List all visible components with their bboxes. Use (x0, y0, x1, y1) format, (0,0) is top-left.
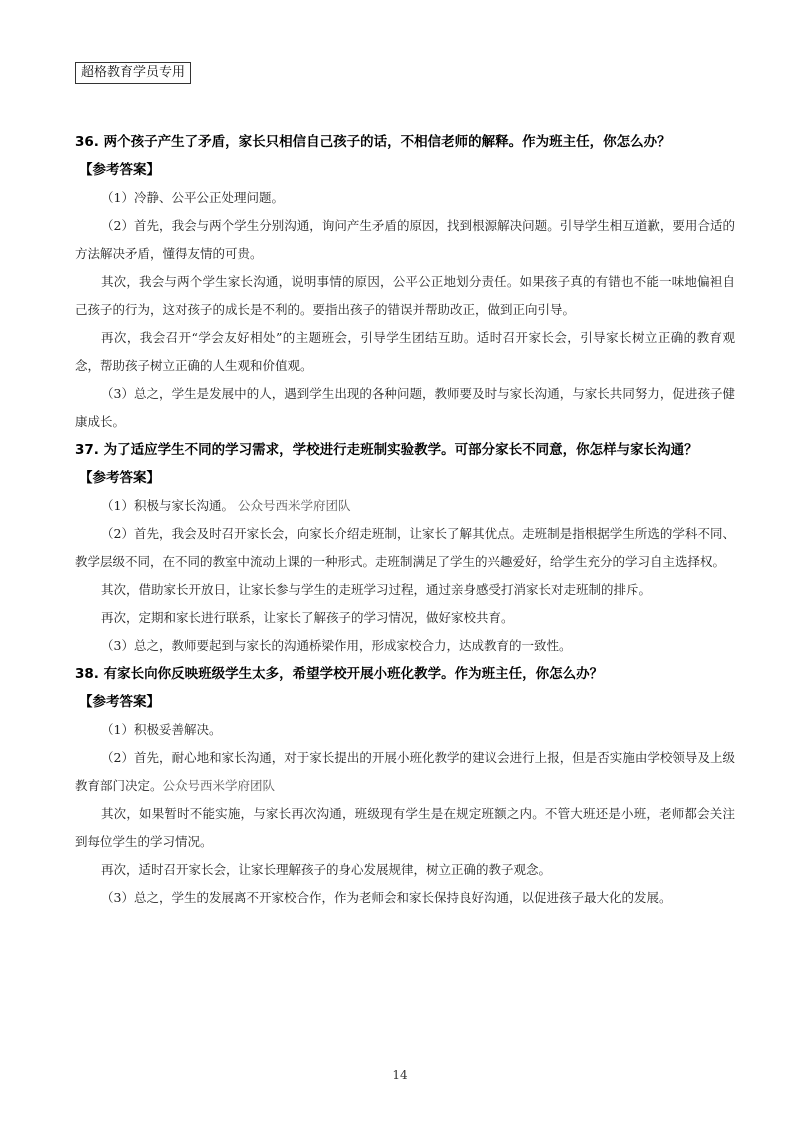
question-heading: 36. 两个孩子产生了矛盾，家长只相信自己孩子的话，不相信老师的解释。作为班主任，你怎么办？ (75, 134, 671, 150)
question-heading: 37. 为了适应学生不同的学习需求，学校进行走班制实验教学。可部分家长不同意，你怎样与家长沟通？ (75, 442, 698, 458)
answer-text: （2）首先，耐心地和家长沟通，对于家长提出的开展小班化教学的建议会进行上报，但是否实施由学校领导及上级教育部门决定。 (75, 750, 735, 793)
question-section-37 (75, 436, 735, 660)
answer-paragraph: 其次，借助家长开放日，让家长参与学生的走班学习过程，通过亲身感受打消家长对走班制的排斥。 (101, 582, 652, 597)
answer-text: （1）积极与家长沟通。 (101, 498, 234, 513)
answer-paragraph: 再次，我会召开“学会友好相处”的主题班会，引导学生团结互助。适时召开家长会，引导家长树立正确的教育观念，帮助孩子树立正确的人生观和价值观。 (75, 330, 735, 373)
question-section-38 (75, 660, 735, 912)
watermark-text: 公众号西米学府团队 (237, 498, 351, 513)
answer-paragraph: （2）首先，我会及时召开家长会，向家长介绍走班制，让家长了解其优点。走班制是指根据学生所选的学科不同、教学层级不同，在不同的教室中流动上课的一种形式。走班制满足了学生的兴趣爱好，给学生充分的学习自主选择权。 (75, 526, 735, 569)
answer-paragraph: （3）总之，教师要起到与家长的沟通桥梁作用，形成家校合力，达成教育的一致性。 (101, 638, 572, 653)
page-number: 14 (392, 1068, 408, 1082)
document-body (75, 128, 735, 912)
answer-paragraph (75, 492, 735, 520)
question-heading: 38. 有家长向你反映班级学生太多，希望学校开展小班化教学。作为班主任，你怎么办？ (75, 666, 604, 682)
question-section-36 (75, 128, 735, 436)
answer-paragraph: 再次，适时召开家长会，让家长理解孩子的身心发展规律，树立正确的教子观念。 (101, 862, 552, 877)
answer-paragraph: 再次，定期和家长进行联系，让家长了解孩子的学习情况，做好家校共育。 (101, 610, 514, 625)
answer-label: 【参考答案】 (79, 694, 160, 710)
answer-paragraph: （3）总之，学生的发展离不开家校合作，作为老师会和家长保持良好沟通，以促进孩子最大化的发展。 (101, 890, 672, 905)
answer-label: 【参考答案】 (79, 470, 160, 486)
header-label-box: 超格教育学员专用 (75, 62, 191, 84)
watermark-text: 公众号西米学府团队 (162, 778, 276, 793)
answer-label: 【参考答案】 (79, 162, 160, 178)
answer-paragraph: （3）总之，学生是发展中的人，遇到学生出现的各种问题，教师要及时与家长沟通，与家长共同努力，促进孩子健康成长。 (75, 386, 735, 429)
answer-paragraph: （1）积极妥善解决。 (101, 722, 222, 737)
answer-paragraph: （1）冷静、公平公正处理问题。 (101, 190, 284, 205)
answer-paragraph: （2）首先，我会与两个学生分别沟通，询问产生矛盾的原因，找到根源解决问题。引导学生相互道歉，要用合适的方法解决矛盾，懂得友情的可贵。 (75, 218, 735, 261)
answer-paragraph: 其次，如果暂时不能实施，与家长再次沟通，班级现有学生是在规定班额之内。不管大班还是小班，老师都会关注到每位学生的学习情况。 (75, 806, 735, 849)
answer-paragraph: 其次，我会与两个学生家长沟通，说明事情的原因，公平公正地划分责任。如果孩子真的有错也不能一味地偏袒自己孩子的行为，这对孩子的成长是不利的。要指出孩子的错误并帮助改正，做到正向引导。 (75, 274, 735, 317)
answer-paragraph (75, 744, 735, 800)
